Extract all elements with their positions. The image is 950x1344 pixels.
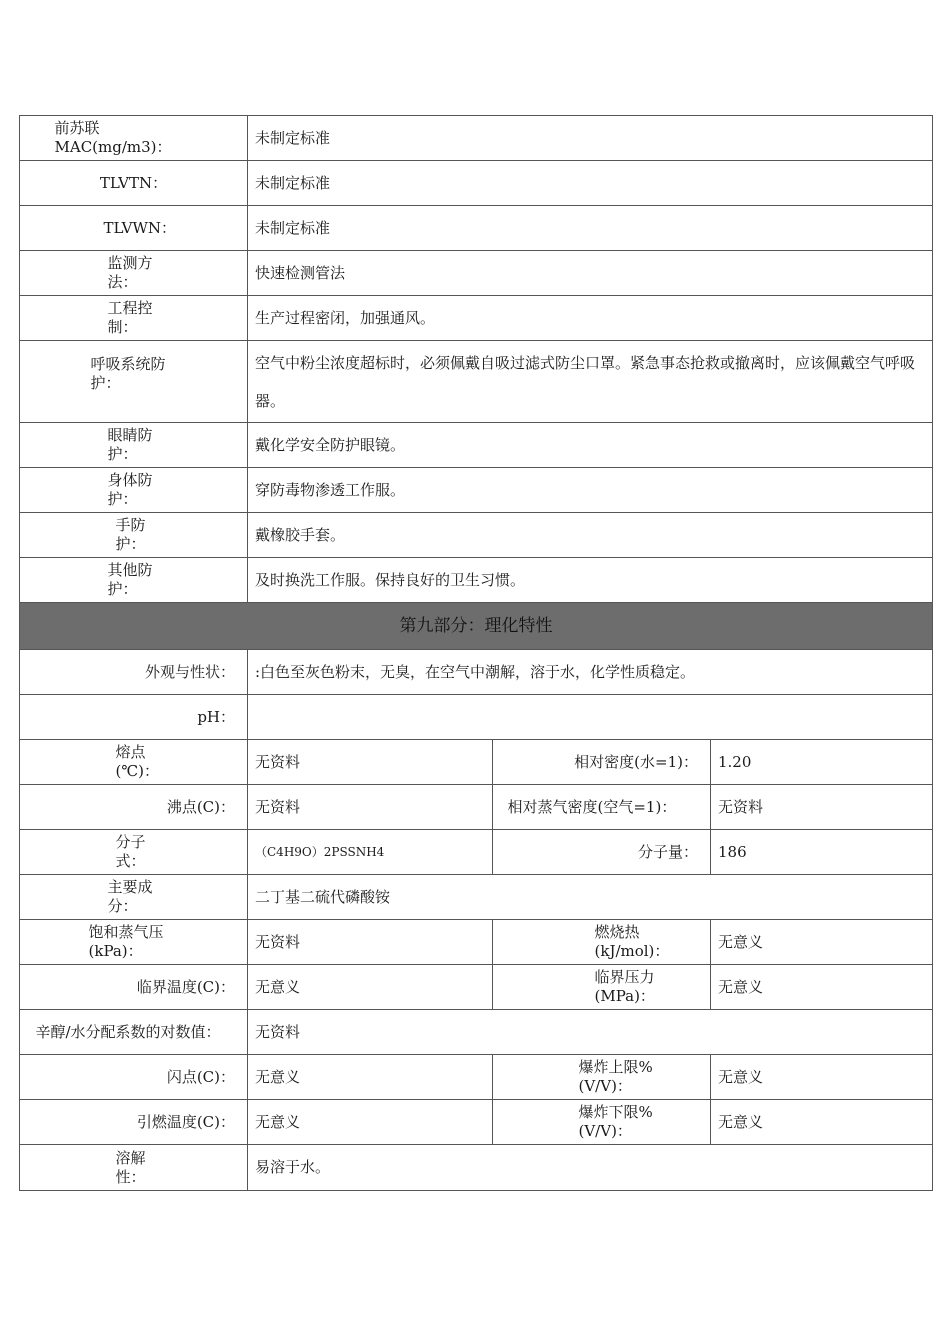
table-row <box>20 965 933 1010</box>
row-label: 饱和蒸气压(kPa)： <box>88 923 164 960</box>
row-label: TLVWN： <box>103 218 177 237</box>
row-value: 无资料 <box>248 740 493 785</box>
row-label-2: 燃烧热(kJ/mol)： <box>594 923 670 960</box>
msds-table <box>19 115 933 1191</box>
row-label: 沸点(C)： <box>20 785 248 830</box>
table-row <box>20 875 933 920</box>
row-label: 前苏联MAC(mg/m3)： <box>54 119 172 156</box>
table-row <box>20 1055 933 1100</box>
row-value-2: 1.20 <box>711 740 933 785</box>
table-row <box>20 513 933 558</box>
row-value-2: 无意义 <box>711 1055 933 1100</box>
row-label: 眼睛防护： <box>107 426 153 463</box>
table-row <box>20 206 933 251</box>
row-label: 工程控制： <box>107 299 153 336</box>
row-label: pH： <box>20 695 248 740</box>
row-label-2: 爆炸上限%(V/V)： <box>578 1058 653 1095</box>
row-value: 未制定标准 <box>248 116 933 161</box>
row-label: 主要成分： <box>107 878 153 915</box>
table-row <box>20 740 933 785</box>
table-row <box>20 1145 933 1191</box>
table-row <box>20 558 933 603</box>
table-row <box>20 116 933 161</box>
row-value-2: 无资料 <box>711 785 933 830</box>
table-row <box>20 920 933 965</box>
row-value: 未制定标准 <box>248 206 933 251</box>
row-label: 引燃温度(C)： <box>20 1100 248 1145</box>
table-row <box>20 423 933 468</box>
row-value: 无意义 <box>248 1100 493 1145</box>
table-row <box>20 1010 933 1055</box>
row-value <box>248 695 933 740</box>
row-label: 熔点(℃)： <box>115 743 159 780</box>
row-value: 未制定标准 <box>248 161 933 206</box>
row-value: 生产过程密闭，加强通风。 <box>248 296 933 341</box>
row-label-2: 分子量： <box>493 830 711 875</box>
row-label-2: 临界压力(MPa)： <box>594 968 655 1005</box>
row-label: 分子式： <box>115 833 146 870</box>
row-value: 戴橡胶手套。 <box>248 513 933 558</box>
row-value: 无资料 <box>248 1010 933 1055</box>
row-label-2: 相对密度(水=1)： <box>493 740 711 785</box>
row-value: 无意义 <box>248 1055 493 1100</box>
row-label: 临界温度(C)： <box>20 965 248 1010</box>
row-value: 快速检测管法 <box>248 251 933 296</box>
row-label: 手防护： <box>115 516 146 553</box>
table-row <box>20 1100 933 1145</box>
row-value: 二丁基二硫代磷酸铵 <box>248 875 933 920</box>
row-label: TLVTN： <box>99 173 168 192</box>
row-label-2: 爆炸下限%(V/V)： <box>578 1103 653 1140</box>
row-label: 其他防护： <box>107 561 153 598</box>
table-row <box>20 830 933 875</box>
row-value-2: 无意义 <box>711 965 933 1010</box>
row-value: 戴化学安全防护眼镜。 <box>248 423 933 468</box>
row-label: 身体防护： <box>107 471 153 508</box>
row-label: 溶解性： <box>115 1148 146 1186</box>
table-row <box>20 650 933 695</box>
table-row <box>20 468 933 513</box>
row-value: 无意义 <box>248 965 493 1010</box>
table-row <box>20 296 933 341</box>
row-value: 易溶于水。 <box>248 1145 933 1191</box>
row-label-2: 相对蒸气密度(空气=1)： <box>507 797 677 816</box>
row-label: 外观与性状： <box>20 650 248 695</box>
row-value: 及时换洗工作服。保持良好的卫生习惯。 <box>248 558 933 603</box>
table-row <box>20 695 933 740</box>
row-value: （C4H9O）2PSSNH4 <box>248 830 493 875</box>
row-label: 辛醇/水分配系数的对数值： <box>35 1022 221 1041</box>
table-row <box>20 785 933 830</box>
row-value: 穿防毒物渗透工作服。 <box>248 468 933 513</box>
row-value: 无资料 <box>248 785 493 830</box>
row-label: 呼吸系统防护： <box>90 355 166 392</box>
row-label: 监测方法： <box>107 254 153 291</box>
row-value-2: 无意义 <box>711 1100 933 1145</box>
table-row <box>20 251 933 296</box>
section-title: 第九部分：理化特性 <box>20 603 933 650</box>
row-value-2: 186 <box>711 830 933 875</box>
section-header-row <box>20 603 933 650</box>
row-label: 闪点(C)： <box>20 1055 248 1100</box>
row-value: 无资料 <box>248 920 493 965</box>
table-row <box>20 161 933 206</box>
row-value-2: 无意义 <box>711 920 933 965</box>
row-value: 空气中粉尘浓度超标时，必须佩戴自吸过滤式防尘口罩。紧急事态抢救或撤离时，应该佩戴空气呼吸器。 <box>248 341 933 423</box>
table-row <box>20 341 933 423</box>
row-value: :白色至灰色粉末，无臭，在空气中潮解，溶于水，化学性质稳定。 <box>248 650 933 695</box>
